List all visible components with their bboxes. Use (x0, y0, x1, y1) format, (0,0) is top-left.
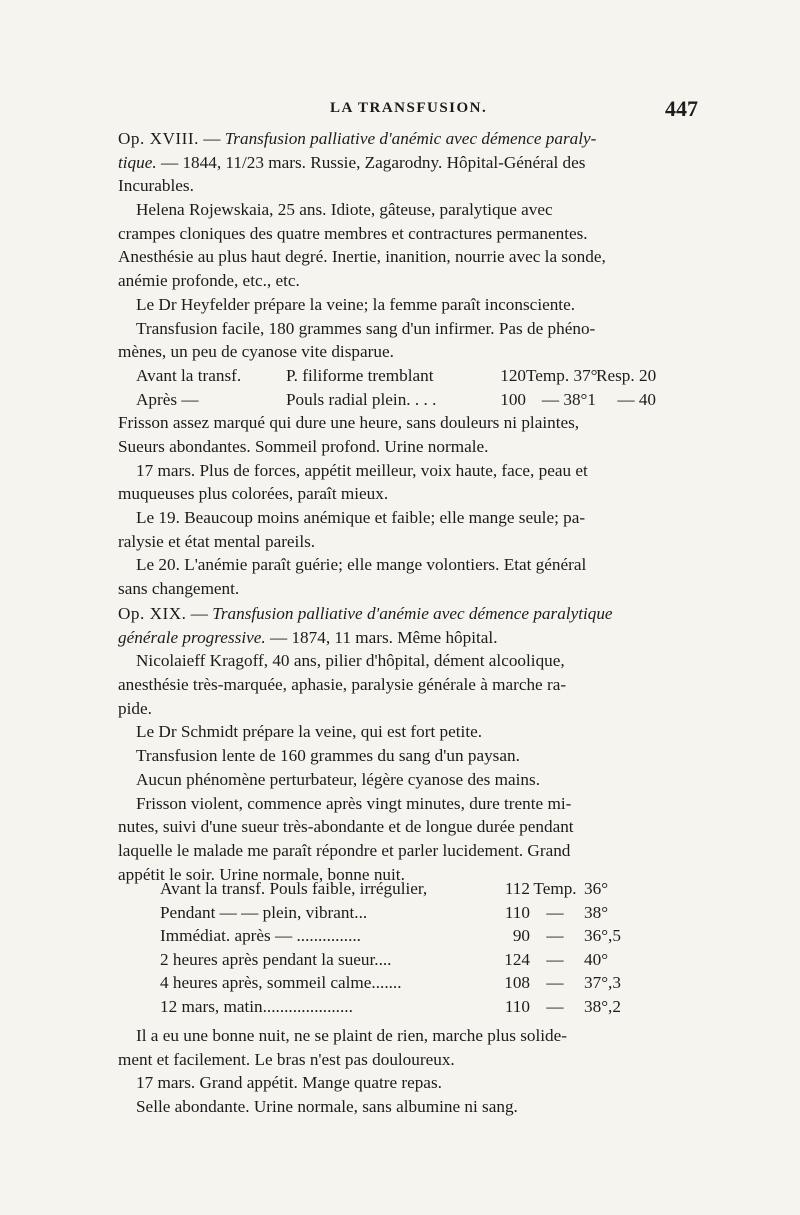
vitals-row (118, 364, 686, 388)
vitals-cell: Temp. 37° (526, 365, 598, 385)
text-line: anémie profonde, etc., etc. (118, 271, 300, 291)
running-title: LA TRANSFUSION. (330, 100, 488, 116)
page-number: 447 (665, 96, 698, 121)
obs19-date-place: — 1874, 11 mars. Même hôpital. (269, 627, 498, 647)
text-line: Nicolaieff Kragoff, 40 ans, pilier d'hôpital, dément alcoolique, (136, 651, 565, 671)
row-label: Immédiat. après — ............... (160, 926, 361, 945)
vitals-cell: Pouls radial plein. . . . (286, 389, 437, 409)
row-pulse: 112 (504, 879, 530, 898)
row-label: 4 heures après, sommeil calme....... (160, 973, 402, 992)
row-pulse: 108 (504, 973, 530, 992)
text-line: Le 20. L'anémie paraît guérie; elle mange volontiers. Etat général (136, 555, 587, 575)
text-line: ment et facilement. Le bras n'est pas douloureux. (118, 1049, 455, 1069)
table-row (160, 995, 660, 1019)
text-line: Helena Rojewskaia, 25 ans. Idiote, gâteuse, paralytique avec (136, 200, 553, 220)
row-label: 12 mars, matin..................... (160, 996, 353, 1016)
row-temp: 37°,3 (584, 973, 621, 992)
obs19-label: Op. XIX. (118, 604, 187, 623)
row-mid: — (546, 949, 564, 969)
text-line: mènes, un peu de cyanose vite disparue. (118, 342, 394, 362)
obs19-title-cont: générale progressive. (118, 627, 266, 647)
obs18-label: Op. XVIII. (118, 129, 199, 148)
text-line: Transfusion lente de 160 grammes du sang d'un paysan. (136, 746, 520, 766)
text-line: Frisson violent, commence après vingt minutes, dure trente mi- (136, 793, 572, 813)
text-line: Frisson assez marqué qui dure une heure, sans douleurs ni plaintes, (118, 413, 580, 433)
row-mid: — (546, 902, 564, 922)
row-pulse: 124 (504, 949, 530, 969)
obs19-heading-line1 (118, 602, 686, 626)
text-line: Transfusion facile, 180 grammes sang d'un infirmer. Pas de phéno- (136, 318, 596, 338)
text-line: 17 mars. Grand appétit. Mange quatre repas. (136, 1073, 442, 1093)
text-line: Anesthésie au plus haut degré. Inertie, inanition, nourrie avec la sonde, (118, 247, 606, 267)
table-row (160, 877, 660, 901)
text-line: Le 19. Beaucoup moins anémique et faible; elle mange seule; pa- (136, 508, 586, 527)
text-line: Incurables. (118, 176, 194, 196)
obs19-heading-line2 (118, 626, 686, 650)
row-temp: 38°,2 (584, 996, 621, 1016)
row-pulse: 110 (504, 996, 530, 1016)
text-line: Sueurs abondantes. Sommeil profond. Urine normale. (118, 436, 489, 456)
vitals-cell: 100 (500, 389, 526, 409)
vitals-row (118, 388, 686, 412)
text-line: Selle abondante. Urine normale, sans albumine ni sang. (136, 1097, 518, 1117)
obs18-heading-line2 (118, 151, 686, 175)
row-temp: 38° (584, 902, 609, 922)
obs18-title: Transfusion palliative d'anémic avec démence paraly- (224, 129, 597, 148)
obs19-title: Transfusion palliative d'anémie avec démence paralytique (212, 604, 613, 623)
vitals-cell: — 40 (617, 389, 656, 409)
text-line: crampes cloniques des quatre membres et contractures permanentes. (118, 223, 588, 243)
vitals-cell: Après — (136, 389, 199, 409)
table-row (160, 971, 660, 995)
text-line: nutes, suivi d'une sueur très-abondante et de longue durée pendant (118, 817, 574, 837)
vitals-table (160, 877, 660, 1018)
text-line: ralysie et état mental pareils. (118, 531, 316, 551)
obs18-heading-line1 (118, 127, 686, 151)
row-label: Pendant — — plein, vibrant... (160, 902, 368, 922)
vitals-cell: 120 (500, 365, 526, 385)
text-line: 17 mars. Plus de forces, appétit meilleur, voix haute, face, peau et (136, 460, 588, 480)
vitals-cell: Avant la transf. (136, 365, 242, 385)
row-temp: 40° (584, 949, 609, 969)
vitals-cell: P. filiforme tremblant (286, 365, 434, 385)
row-label: 2 heures après pendant la sueur.... (160, 949, 392, 969)
row-pulse: 90 (512, 926, 530, 945)
row-label: Avant la transf. Pouls faible, irrégulier, (160, 879, 428, 898)
text-line: pide. (118, 698, 152, 718)
observation-19 (118, 602, 686, 886)
obs18-dash: — (203, 129, 221, 148)
text-line: appétit le soir. Urine normale, bonne nuit. (118, 864, 405, 884)
vitals-cell: — 38°1 (541, 389, 596, 409)
text-line: anesthésie très-marquée, aphasie, paralysie générale à marche ra- (118, 675, 567, 695)
obs19-followup (118, 1024, 686, 1119)
row-mid: — (546, 996, 564, 1016)
text-line: laquelle le malade me paraît répondre et parler lucidement. Grand (118, 840, 571, 860)
page-header (118, 96, 698, 124)
text-line: sans changement. (118, 579, 240, 599)
row-temp: 36° (584, 879, 609, 898)
text-line: Le Dr Schmidt prépare la veine, qui est fort petite. (136, 722, 483, 742)
table-row (160, 948, 660, 972)
row-pulse: 110 (504, 902, 530, 922)
observation-18 (118, 127, 686, 601)
row-mid: — (546, 973, 564, 992)
obs18-title-cont: tique. (118, 152, 157, 172)
text-line: Aucun phénomène perturbateur, légère cyanose des mains. (136, 769, 541, 789)
table-row (160, 924, 660, 948)
text-line: Il a eu une bonne nuit, ne se plaint de rien, marche plus solide- (136, 1026, 567, 1045)
text-line: Le Dr Heyfelder prépare la veine; la femme paraît inconsciente. (136, 294, 576, 314)
row-temp: 36°,5 (584, 926, 621, 945)
table-row (160, 901, 660, 925)
row-mid: — (546, 926, 564, 945)
obs19-dash: — (190, 604, 208, 623)
text-line: muqueuses plus colorées, paraît mieux. (118, 484, 389, 504)
row-mid: Temp. (533, 879, 577, 898)
obs18-date-place: — 1844, 11/23 mars. Russie, Zagarodny. Hôpital-Général des (160, 152, 586, 172)
vitals-cell: Resp. 20 (596, 365, 657, 385)
